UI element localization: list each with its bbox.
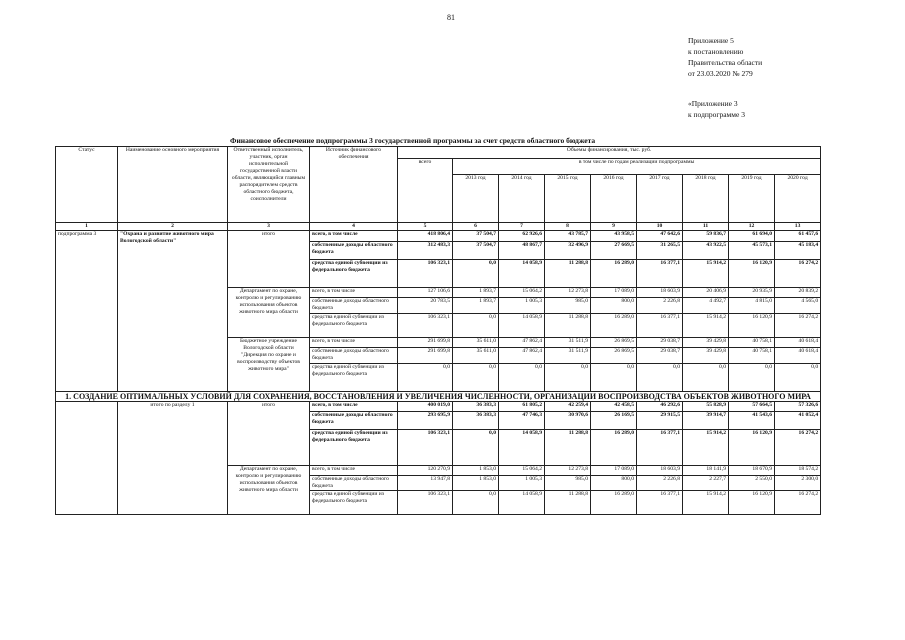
value-cell: 15 914,2 [683, 260, 729, 288]
value-cell: 312 483,3 [398, 242, 453, 260]
value-cell: 35 611,0 [453, 348, 499, 364]
column-number: 7 [499, 223, 545, 231]
header-source: Источник финансового обеспечения [310, 147, 398, 223]
value-cell: 62 926,6 [499, 231, 545, 242]
column-number: 4 [310, 223, 398, 231]
value-cell: 47 862,4 [499, 348, 545, 364]
value-cell: 0,0 [453, 314, 499, 338]
source-cell: собственные доходы областного бюджета [310, 348, 398, 364]
value-cell: 29 038,7 [637, 348, 683, 364]
value-cell: 16 289,0 [591, 491, 637, 515]
value-cell: 2 550,0 [729, 476, 775, 491]
value-cell: 11 288,8 [545, 260, 591, 288]
value-cell: 59 836,7 [683, 231, 729, 242]
source-cell: собственные доходы областного бюджета [310, 476, 398, 491]
source-cell: средства единой субвенции из федерального бюджета [310, 260, 398, 288]
value-cell: 45 183,4 [775, 242, 821, 260]
executor-cell: Бюджетное учреждение Вологодской области "Дирекция по охране и воспроизводству объектов животного мира" [228, 338, 310, 392]
column-number: 3 [228, 223, 310, 231]
header-year: 2020 год [775, 175, 821, 223]
value-cell: 11 288,8 [545, 314, 591, 338]
value-cell: 0,0 [591, 364, 637, 392]
value-cell: 16 120,9 [729, 430, 775, 466]
appendix-line: к постановлению [688, 47, 744, 56]
value-cell: 36 383,3 [453, 412, 499, 430]
value-cell: 16 120,9 [729, 260, 775, 288]
table-row [56, 402, 821, 412]
column-numbers-row [56, 223, 821, 231]
source-cell: всего, в том числе [310, 402, 398, 412]
value-cell: 985,0 [545, 298, 591, 314]
value-cell: 61 805,2 [499, 402, 545, 412]
source-cell: собственные доходы областного бюджета [310, 412, 398, 430]
value-cell: 39 429,8 [683, 338, 729, 348]
header-total: всего [398, 159, 453, 223]
value-cell: 26 869,5 [591, 338, 637, 348]
value-cell: 0,0 [545, 364, 591, 392]
value-cell: 16 377,1 [637, 260, 683, 288]
value-cell: 16 120,9 [729, 491, 775, 515]
financing-table [55, 146, 821, 515]
appendix-sub-note [688, 98, 745, 120]
value-cell: 16 289,0 [591, 314, 637, 338]
header-year: 2016 год [591, 175, 637, 223]
appendix-line: Правительства области [688, 58, 763, 67]
value-cell: 985,0 [545, 476, 591, 491]
value-cell: 61 457,6 [775, 231, 821, 242]
value-cell: 47 746,3 [499, 412, 545, 430]
value-cell: 800,0 [591, 476, 637, 491]
header-by-years: в том числе по годам реализации подпрограммы [453, 159, 821, 175]
value-cell: 106 323,1 [398, 260, 453, 288]
value-cell: 43 785,7 [545, 231, 591, 242]
value-cell: 0,0 [398, 364, 453, 392]
value-cell: 37 504,7 [453, 231, 499, 242]
header-year: 2017 год [637, 175, 683, 223]
value-cell: 17 089,0 [591, 466, 637, 476]
value-cell: 17 089,0 [591, 288, 637, 298]
value-cell: 1 893,7 [453, 298, 499, 314]
source-cell: всего, в том числе [310, 466, 398, 476]
value-cell: 18 603,9 [637, 466, 683, 476]
header-executor: Ответственный исполнитель, участник, орган исполнительной государственной власти области, являющийся главным распорядителем средств областного бюджета, соисполнители [228, 147, 310, 223]
source-cell: собственные доходы областного бюджета [310, 298, 398, 314]
value-cell: 39 429,8 [683, 348, 729, 364]
value-cell: 2 226,8 [637, 298, 683, 314]
value-cell: 11 288,8 [545, 430, 591, 466]
value-cell: 35 611,0 [453, 338, 499, 348]
appendix-note [688, 35, 762, 79]
value-cell: 46 292,6 [637, 402, 683, 412]
value-cell: 106 323,1 [398, 430, 453, 466]
value-cell: 43 958,5 [591, 231, 637, 242]
value-cell: 18 141,9 [683, 466, 729, 476]
page-number: 81 [447, 13, 455, 22]
value-cell: 14 058,9 [499, 314, 545, 338]
appendix-line: к подпрограмме 3 [688, 110, 745, 119]
value-cell: 45 573,1 [729, 242, 775, 260]
value-cell: 18 603,9 [637, 288, 683, 298]
value-cell: 20 839,2 [775, 288, 821, 298]
value-cell: 127 106,6 [398, 288, 453, 298]
value-cell: 31 511,9 [545, 348, 591, 364]
value-cell: 57 326,6 [775, 402, 821, 412]
executor-cell: итого [228, 231, 310, 288]
value-cell: 16 274,2 [775, 491, 821, 515]
value-cell: 1 005,3 [499, 298, 545, 314]
value-cell: 293 695,9 [398, 412, 453, 430]
value-cell: 32 496,9 [545, 242, 591, 260]
value-cell: 16 274,2 [775, 314, 821, 338]
value-cell: 4 492,7 [683, 298, 729, 314]
value-cell: 1 853,0 [453, 476, 499, 491]
value-cell: 18 574,2 [775, 466, 821, 476]
value-cell: 31 265,5 [637, 242, 683, 260]
executor-cell: Департамент по охране, контролю и регулированию использования объектов животного мира области [228, 466, 310, 515]
header-status: Статус [56, 147, 118, 223]
value-cell: 400 019,0 [398, 402, 453, 412]
appendix-line: Приложение 5 [688, 36, 734, 45]
value-cell: 55 828,9 [683, 402, 729, 412]
value-cell: 1 893,7 [453, 288, 499, 298]
status-cell: подпрограмма 3 [56, 231, 118, 392]
status-cell [56, 402, 118, 515]
header-year: 2015 год [545, 175, 591, 223]
source-cell: всего, в том числе [310, 231, 398, 242]
source-cell: всего, в том числе [310, 288, 398, 298]
value-cell: 12 273,8 [545, 466, 591, 476]
value-cell: 40 618,4 [775, 348, 821, 364]
value-cell: 61 694,0 [729, 231, 775, 242]
value-cell: 16 274,2 [775, 260, 821, 288]
value-cell: 106 323,1 [398, 314, 453, 338]
value-cell: 0,0 [453, 491, 499, 515]
value-cell: 39 914,7 [683, 412, 729, 430]
value-cell: 16 274,2 [775, 430, 821, 466]
value-cell: 2 300,0 [775, 476, 821, 491]
value-cell: 37 504,7 [453, 242, 499, 260]
column-number: 6 [453, 223, 499, 231]
header-year: 2019 год [729, 175, 775, 223]
column-number: 9 [591, 223, 637, 231]
value-cell: 2 227,7 [683, 476, 729, 491]
value-cell: 0,0 [453, 430, 499, 466]
table-title: Финансовое обеспечение подпрограммы 3 государственной программы за счет средств областного бюджета [230, 136, 596, 145]
value-cell: 42 458,5 [591, 402, 637, 412]
column-number: 1 [56, 223, 118, 231]
header-year: 2018 год [683, 175, 729, 223]
value-cell: 1 853,0 [453, 466, 499, 476]
source-cell: собственные доходы областного бюджета [310, 242, 398, 260]
value-cell: 30 970,6 [545, 412, 591, 430]
value-cell: 20 935,9 [729, 288, 775, 298]
value-cell: 418 806,4 [398, 231, 453, 242]
executor-cell: итого [228, 402, 310, 466]
value-cell: 4 565,0 [775, 298, 821, 314]
header-volumes: Объемы финансирования, тыс. руб. [398, 147, 821, 159]
value-cell: 29 915,5 [637, 412, 683, 430]
value-cell: 16 377,1 [637, 314, 683, 338]
appendix-line: от 23.03.2020 № 279 [688, 69, 753, 78]
value-cell: 0,0 [683, 364, 729, 392]
value-cell: 57 664,5 [729, 402, 775, 412]
value-cell: 106 323,1 [398, 491, 453, 515]
appendix-line: «Приложение 3 [688, 99, 738, 108]
executor-cell: Департамент по охране, контролю и регулированию использования объектов животного мира области [228, 288, 310, 338]
value-cell: 291 699,8 [398, 348, 453, 364]
value-cell: 15 914,2 [683, 314, 729, 338]
source-cell: средства единой субвенции из федерального бюджета [310, 430, 398, 466]
value-cell: 0,0 [453, 364, 499, 392]
value-cell: 16 289,0 [591, 260, 637, 288]
value-cell: 18 670,9 [729, 466, 775, 476]
value-cell: 41 052,4 [775, 412, 821, 430]
value-cell: 16 377,1 [637, 491, 683, 515]
column-number: 11 [683, 223, 729, 231]
value-cell: 26 869,5 [591, 348, 637, 364]
value-cell: 0,0 [453, 260, 499, 288]
value-cell: 40 758,1 [729, 338, 775, 348]
source-cell: всего, в том числе [310, 338, 398, 348]
value-cell: 15 064,2 [499, 466, 545, 476]
value-cell: 20 406,9 [683, 288, 729, 298]
value-cell: 40 758,1 [729, 348, 775, 364]
column-number: 10 [637, 223, 683, 231]
value-cell: 15 914,2 [683, 491, 729, 515]
value-cell: 0,0 [499, 364, 545, 392]
column-number: 8 [545, 223, 591, 231]
header-year: 2013 год [453, 175, 499, 223]
value-cell: 20 783,5 [398, 298, 453, 314]
column-number: 13 [775, 223, 821, 231]
source-cell: средства единой субвенции из федерального бюджета [310, 314, 398, 338]
value-cell: 29 038,7 [637, 338, 683, 348]
value-cell: 16 377,1 [637, 430, 683, 466]
value-cell: 40 618,4 [775, 338, 821, 348]
table-row [56, 231, 821, 242]
value-cell: 15 064,2 [499, 288, 545, 298]
header-name: Наименование основного мероприятия [118, 147, 228, 223]
header-year: 2014 год [499, 175, 545, 223]
value-cell: 12 273,8 [545, 288, 591, 298]
measure-name-cell: "Охрана и развитие животного мира Вологодской области" [118, 231, 228, 392]
value-cell: 0,0 [637, 364, 683, 392]
value-cell: 800,0 [591, 298, 637, 314]
value-cell: 41 543,6 [729, 412, 775, 430]
value-cell: 11 288,8 [545, 491, 591, 515]
value-cell: 47 862,4 [499, 338, 545, 348]
value-cell: 27 669,5 [591, 242, 637, 260]
value-cell: 291 699,8 [398, 338, 453, 348]
value-cell: 31 511,9 [545, 338, 591, 348]
value-cell: 13 947,8 [398, 476, 453, 491]
measure-name-cell: итого по разделу 1 [118, 402, 228, 515]
value-cell: 2 226,8 [637, 476, 683, 491]
value-cell: 36 383,3 [453, 402, 499, 412]
value-cell: 14 058,9 [499, 260, 545, 288]
column-number: 5 [398, 223, 453, 231]
section-title: 1. СОЗДАНИЕ ОПТИМАЛЬНЫХ УСЛОВИЙ ДЛЯ СОХРАНЕНИЯ, ВОССТАНОВЛЕНИЯ И УВЕЛИЧЕНИЯ ЧИСЛЕННОСТИ, ОРГАНИЗАЦИИ ВОСПРОИЗВОДСТВА ОБЪЕКТОВ ЖИВОТНОГО МИРА [56, 392, 821, 402]
value-cell: 14 058,9 [499, 491, 545, 515]
value-cell: 16 120,9 [729, 314, 775, 338]
value-cell: 0,0 [729, 364, 775, 392]
column-number: 12 [729, 223, 775, 231]
value-cell: 14 058,9 [499, 430, 545, 466]
value-cell: 120 270,9 [398, 466, 453, 476]
value-cell: 16 289,0 [591, 430, 637, 466]
value-cell: 15 914,2 [683, 430, 729, 466]
value-cell: 42 259,4 [545, 402, 591, 412]
value-cell: 1 005,3 [499, 476, 545, 491]
source-cell: средства единой субвенции из федерального бюджета [310, 491, 398, 515]
value-cell: 0,0 [775, 364, 821, 392]
value-cell: 47 642,6 [637, 231, 683, 242]
value-cell: 43 922,5 [683, 242, 729, 260]
value-cell: 4 815,0 [729, 298, 775, 314]
value-cell: 26 169,5 [591, 412, 637, 430]
column-number: 2 [118, 223, 228, 231]
section-header-row [56, 392, 821, 402]
source-cell: средства единой субвенции из федерального бюджета [310, 364, 398, 392]
value-cell: 48 867,7 [499, 242, 545, 260]
